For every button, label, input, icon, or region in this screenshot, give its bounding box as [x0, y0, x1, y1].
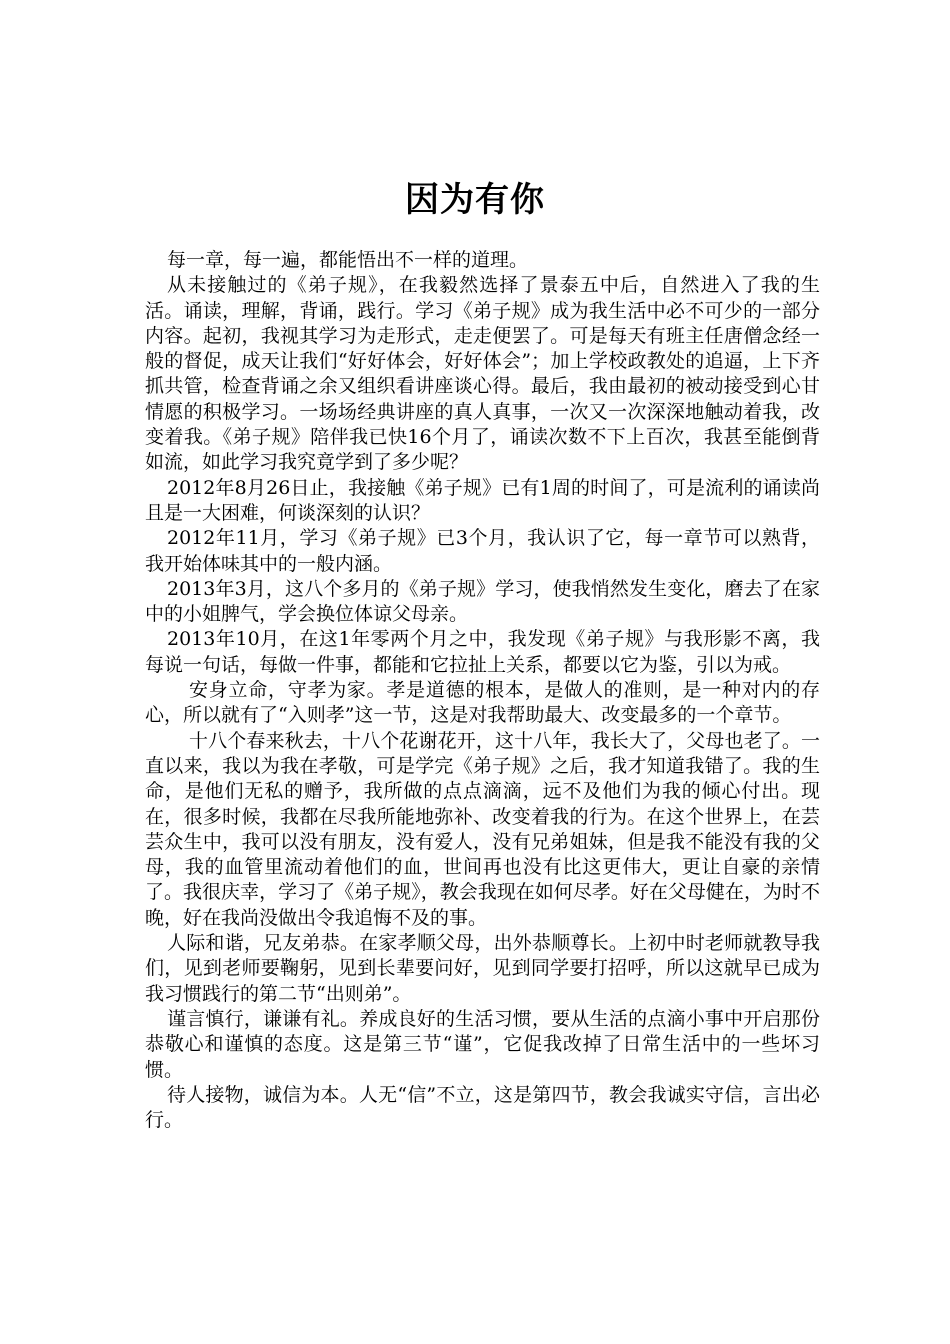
- paragraph-2012-nov: 2012年11月，学习《弟子规》已3个月，我认识了它，每一章节可以熟背，我开始体味其中的一般内涵。: [145, 527, 820, 575]
- paragraph-2012-aug: 2012年8月26日止，我接触《弟子规》已有1周的时间了，可是流利的诵读尚且是一大困难，何谈深刻的认识？: [145, 476, 820, 524]
- paragraph-eighteen-years: 十八个春来秋去，十八个花谢花开，这十八年，我长大了，父母也老了。一直以来，我以为我在孝敬，可是学完《弟子规》之后，我才知道我错了。我的生命，是他们无私的赠予，我所做的点点滴滴，远不及他们为我的倾心付出。现在，很多时候，我都在尽我所能地弥补、改变着我的行为。在这个世界上，在芸芸众生中，我可以没有朋友，没有爱人，没有兄弟姐妹，但是我不能没有我的父母，我的血管里流动着他们的血，世间再也没有比这更伟大，更让自豪的亲情了。我很庆幸，学习了《弟子规》，教会我现在如何尽孝。好在父母健在，为时不晚，好在我尚没做出令我追悔不及的事。: [145, 729, 820, 929]
- paragraph-prudence: 谨言慎行，谦谦有礼。养成良好的生活习惯，要从生活的点滴小事中开启那份恭敬心和谨慎的态度。这是第三节“谨”，它促我改掉了日常生活中的一些坏习惯。: [145, 1007, 820, 1081]
- paragraph-trust: 待人接物，诚信为本。人无“信”不立，这是第四节，教会我诚实守信，言出必行。: [145, 1083, 820, 1132]
- document-body: [145, 248, 820, 1133]
- paragraph-filial-piety: 安身立命，守孝为家。孝是道德的根本，是做人的准则，是一种对内的存心，所以就有了“入则孝”这一节，这是对我帮助最大、改变最多的一个章节。: [145, 679, 820, 727]
- document-title: 因为有你: [405, 180, 545, 220]
- paragraph-brotherhood: 人际和谐，兄友弟恭。在家孝顺父母，出外恭顺尊长。上初中时老师就教导我们，见到老师要鞠躬，见到长辈要问好，见到同学要打招呼，所以这就早已成为我习惯践行的第二节“出则弟”。: [145, 932, 820, 1005]
- paragraph-intro: 每一章，每一遍，都能悟出不一样的道理。: [167, 249, 529, 271]
- paragraph-2013-mar: 2013年3月，这八个多月的《弟子规》学习，使我悄然发生变化，磨去了在家中的小姐脾气，学会换位体谅父母亲。: [145, 577, 820, 626]
- paragraph-first-contact: 从未接触过的《弟子规》，在我毅然选择了景泰五中后，自然进入了我的生活。诵读，理解，背诵，践行。学习《弟子规》成为我生活中必不可少的一部分内容。起初，我视其学习为走形式，走走便罢了。可是每天有班主任唐僧念经一般的督促，成天让我们“好好体会，好好体会”；加上学校政教处的追逼，上下齐抓共管，检查背诵之余又组织看讲座谈心得。最后，我由最初的被动接受到心甘情愿的积极学习。一场场经典讲座的真人真事，一次又一次深深地触动着我，改变着我。《弟子规》陪伴我已快16个月了，诵读次数不下上百次，我甚至能倒背如流，如此学习我究竟学到了多少呢？: [145, 274, 820, 474]
- paragraph-2013-oct: 2013年10月，在这1年零两个月之中，我发现《弟子规》与我形影不离，我每说一句话，每做一件事，都能和它拉扯上关系，都要以它为鉴，引以为戒。: [145, 628, 820, 676]
